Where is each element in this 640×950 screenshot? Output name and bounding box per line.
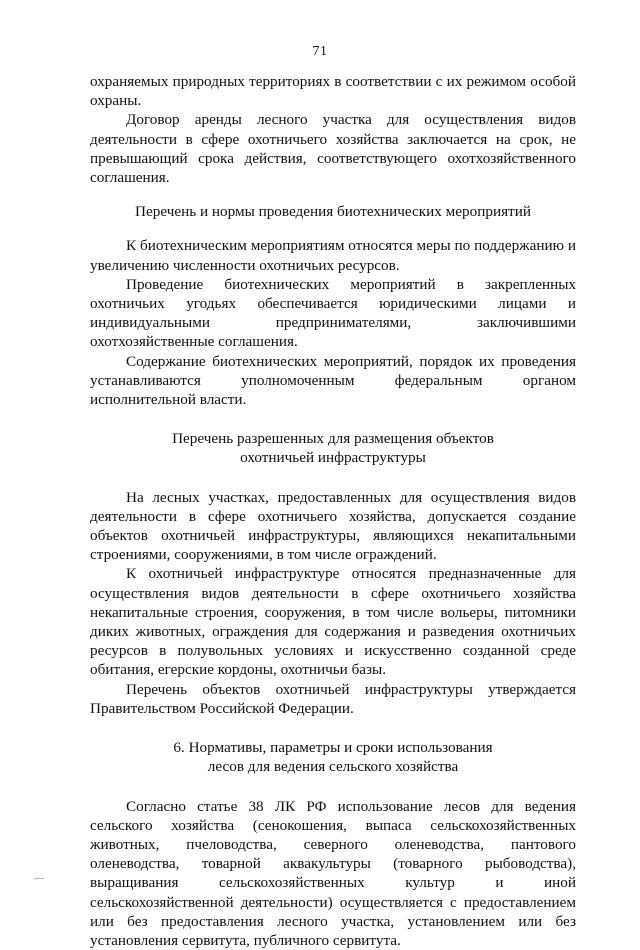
paragraph-lease-agreement: Договор аренды лесного участка для осуществления видов деятельности в сфере охотничьего хозяйства заключается на срок, не превышающий срока действия, соответствующего охотхозяйственного соглашения. bbox=[90, 110, 576, 187]
heading-biotechnical: Перечень и нормы проведения биотехнических мероприятий bbox=[90, 202, 576, 221]
paragraph-biotech-measures: К биотехническим мероприятиям относятся меры по поддержанию и увеличению численности охотничьих ресурсов. bbox=[90, 236, 576, 274]
heading-infrastructure-line1: Перечень разрешенных для размещения объектов bbox=[90, 429, 576, 448]
page-number: 71 bbox=[0, 44, 640, 60]
paragraph-biotech-content: Содержание биотехнических мероприятий, порядок их проведения устанавливаются уполномоченным федеральным органом исполнительной власти. bbox=[90, 352, 576, 410]
paragraph-agriculture-use: Согласно статье 38 ЛК РФ использование лесов для ведения сельского хозяйства (сенокошения, выпаса сельскохозяйственных животных, пчеловодства, северного оленеводства, пантового оленеводства, товарной аквакультуры (товарного рыбоводства), выращивания сельскохозяйственных культур и иной сельскохозяйственной деятельности) осуществляется с предоставлением или без предоставления лесного участка, установлением или без установления сервитута, публичного сервитута. bbox=[90, 797, 576, 950]
document-body bbox=[90, 72, 576, 950]
heading-section-6-line1: 6. Нормативы, параметры и сроки использования bbox=[90, 738, 576, 757]
paragraph-infrastructure-allowed: На лесных участках, предоставленных для осуществления видов деятельности в сфере охотничьего хозяйства, допускается создание объектов охотничьей инфраструктуры, являющихся некапитальными строениями, сооружениями, в том числе ограждений. bbox=[90, 488, 576, 565]
paragraph-biotech-execution: Проведение биотехнических мероприятий в закрепленных охотничьих угодьях обеспечивается юридическими лицами и индивидуальными предпринимателями, заключившими охотхозяйственные соглашения. bbox=[90, 275, 576, 352]
paragraph-infrastructure-definition: К охотничьей инфраструктуре относятся предназначенные для осуществления видов деятельности в сфере охотничьего хозяйства некапитальные строения, сооружения, в том числе вольеры, питомники диких животных, ограждения для содержания и разведения охотничьих ресурсов в полувольных условиях и искусственно созданной среде обитания, егерские кордоны, охотничьи базы. bbox=[90, 564, 576, 679]
paragraph-continuation: охраняемых природных территориях в соответствии с их режимом особой охраны. bbox=[90, 72, 576, 110]
margin-mark bbox=[34, 878, 44, 879]
paragraph-infrastructure-approval: Перечень объектов охотничьей инфраструктуры утверждается Правительством Российской Федерации. bbox=[90, 680, 576, 718]
heading-section-6-line2: лесов для ведения сельского хозяйства bbox=[90, 757, 576, 776]
heading-infrastructure-line2: охотничьей инфраструктуры bbox=[90, 448, 576, 467]
